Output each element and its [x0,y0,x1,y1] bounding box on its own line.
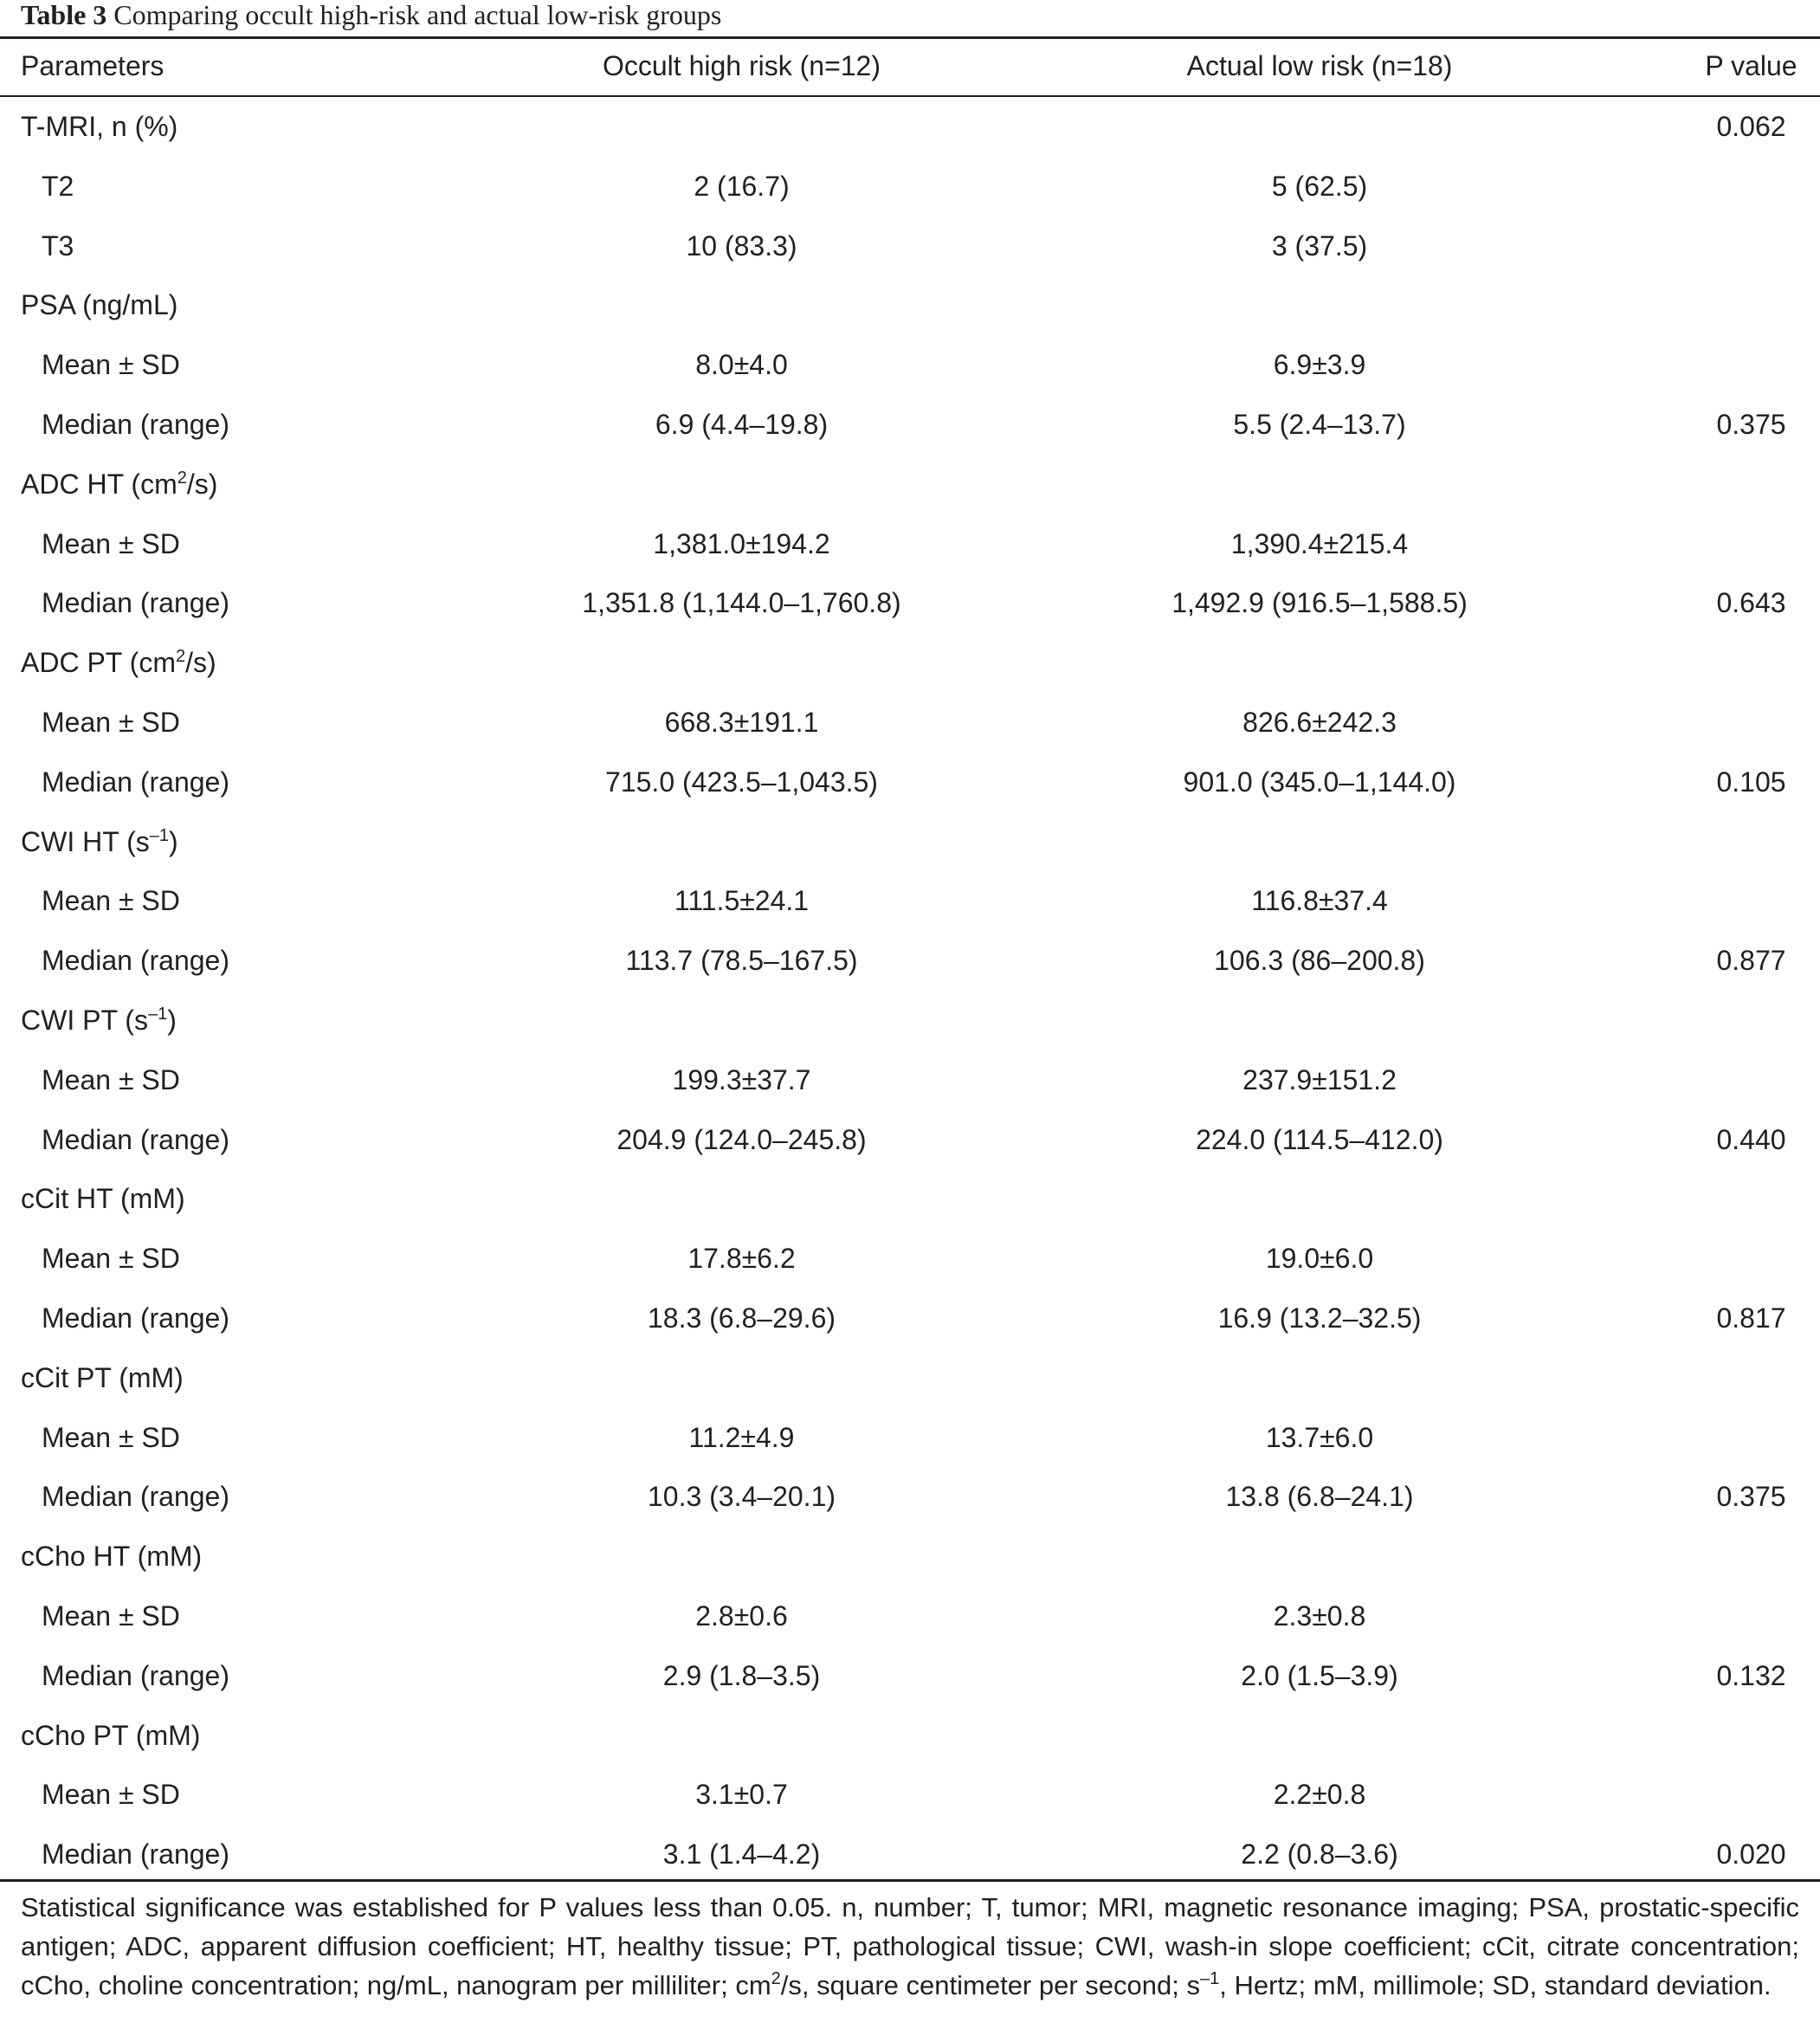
occult-high-risk-value: 2.9 (1.8–3.5) [662,1659,821,1691]
parameter-sub-label [0,1229,506,1289]
actual-low-risk-value: 1,390.4±215.4 [1230,527,1409,559]
actual-low-risk-value: 224.0 (114.5–412.0) [1196,1123,1443,1155]
occult-high-risk-value: 204.9 (124.0–245.8) [616,1123,867,1155]
p-value [1662,812,1820,872]
p-value [1662,1229,1820,1289]
p-value [1662,633,1820,693]
parameter-label-text: Median (range) [42,766,229,798]
parameter-group-label [0,1348,506,1408]
parameter-sub-label [0,931,506,991]
parameter-label-text: Mean ± SD [42,527,180,559]
parameter-sub-label [0,693,506,753]
parameter-label-text: Mean ± SD [42,1243,180,1275]
p-value: 0.375 [1716,409,1786,441]
parameter-label-text: cCho HT (mM) [21,1541,203,1573]
parameter-sub-label [0,1825,506,1884]
parameter-group-label [0,991,506,1050]
occult-high-risk-value [506,812,978,872]
parameter-sub-label [0,514,506,574]
actual-low-risk-value: 2.3±0.8 [1273,1600,1366,1632]
table-row [0,1706,1820,1766]
p-value: 0.105 [1716,766,1786,798]
table-row [0,1170,1820,1230]
occult-high-risk-value: 10.3 (3.4–20.1) [647,1481,836,1513]
parameter-label-text: Mean ± SD [42,349,180,381]
table-row [0,991,1820,1050]
parameter-group-label [0,96,506,157]
actual-low-risk-value [978,455,1662,514]
table-row [0,872,1820,932]
p-value: 0.817 [1716,1302,1786,1334]
p-value: 0.440 [1716,1123,1786,1155]
parameter-label-text: Median (range) [42,1659,229,1691]
occult-high-risk-value: 6.9 (4.4–19.8) [655,409,829,441]
actual-low-risk-value [978,1527,1662,1586]
parameter-group-label [0,455,506,514]
table-row [0,216,1820,276]
occult-high-risk-value: 3.1±0.7 [695,1779,788,1811]
table-row [0,574,1820,634]
parameter-label-text: ADC HT (cm [21,468,177,500]
actual-low-risk-value: 2.2 (0.8–3.6) [1241,1838,1398,1871]
actual-low-risk-value [978,96,1662,157]
p-value: 0.062 [1716,110,1786,142]
table-row [0,1468,1820,1528]
table-row [0,1229,1820,1289]
table-row [0,693,1820,753]
p-value: 0.375 [1716,1481,1786,1513]
parameter-label-text: cCit HT (mM) [21,1183,185,1215]
parameter-label-text: Mean ± SD [42,885,180,917]
actual-low-risk-value: 16.9 (13.2–32.5) [1217,1302,1422,1334]
parameter-sub-label [0,1586,506,1646]
actual-low-risk-value [978,991,1662,1050]
parameter-sub-label [0,1766,506,1826]
actual-low-risk-value [978,276,1662,336]
p-value: 0.643 [1716,587,1786,619]
parameter-label-text: Mean ± SD [42,707,180,739]
table-row [0,1110,1820,1170]
parameter-label-text: Median (range) [42,1481,229,1513]
parameter-label-suffix: /s) [186,468,218,500]
header-p-value: P value [1705,50,1797,81]
p-value [1662,1706,1820,1766]
occult-high-risk-value [506,276,978,336]
parameter-label-text: ADC PT (cm [21,647,176,679]
parameter-label-text: PSA (ng/mL) [21,289,178,321]
table-row [0,1289,1820,1348]
table-row [0,1050,1820,1110]
actual-low-risk-value: 826.6±242.3 [1242,707,1397,739]
parameter-sub-label [0,1110,506,1170]
footnote-sup-1: 2 [771,1969,781,1988]
parameter-group-label [0,276,506,336]
parameter-sub-label [0,395,506,455]
table-row [0,1586,1820,1646]
actual-low-risk-value: 2.2±0.8 [1273,1779,1366,1811]
p-value [1662,872,1820,932]
occult-high-risk-value: 1,381.0±194.2 [653,527,830,559]
parameter-label-text: CWI HT (s [21,825,150,857]
header-actual-low-risk: Actual low risk (n=18) [1186,50,1453,81]
actual-low-risk-value: 2.0 (1.5–3.9) [1241,1659,1398,1691]
actual-low-risk-value [978,1348,1662,1408]
parameter-label-text: Mean ± SD [42,1421,180,1453]
table-row [0,1527,1820,1586]
table-row [0,633,1820,693]
parameter-label-text: Median (range) [42,1302,229,1334]
footnote-text-3: , Hertz; mM, millimole; SD, standard deviation. [1219,1970,1772,2000]
table-body [0,96,1820,1884]
p-value [1662,1348,1820,1408]
occult-high-risk-value: 2.8±0.6 [695,1600,788,1632]
parameter-sub-label [0,335,506,395]
p-value [1662,693,1820,753]
occult-high-risk-value: 17.8±6.2 [687,1243,796,1275]
header-row [0,36,1820,96]
parameter-label-text: Mean ± SD [42,1600,180,1632]
occult-high-risk-value: 2 (16.7) [694,170,790,202]
actual-low-risk-value: 1,492.9 (916.5–1,588.5) [1171,587,1468,619]
p-value [1662,335,1820,395]
actual-low-risk-value: 5 (62.5) [1271,170,1368,202]
actual-low-risk-value: 13.7±6.0 [1265,1421,1374,1453]
table-row [0,1408,1820,1468]
occult-high-risk-value: 3.1 (1.4–4.2) [662,1838,821,1871]
occult-high-risk-value: 1,351.8 (1,144.0–1,760.8) [582,587,901,619]
parameter-sub-label [0,753,506,812]
parameter-label-text: Mean ± SD [42,1779,180,1811]
occult-high-risk-value: 715.0 (423.5–1,043.5) [605,766,878,798]
parameter-label-text: cCho PT (mM) [21,1719,201,1751]
table-row [0,1646,1820,1706]
parameter-label-suffix: ) [167,1005,177,1037]
p-value [1662,1527,1820,1586]
footnote-text-1: Statistical significance was established for P values less than 0.05. n, number; T, tumor; MRI, magnetic resonance imaging; PSA, prostatic-specific antigen; ADC, apparent diffusion coefficient; HT, healthy tissue; PT, pathological tissue; CWI, wash-in slope coefficient; cCit, citrate concentration; cCho, choline concentration; ng/mL, nanogram per milliliter; cm [21,1892,1799,2000]
parameter-label-text: T3 [42,229,74,262]
table-row [0,335,1820,395]
parameter-sub-label [0,574,506,634]
table-row [0,514,1820,574]
occult-high-risk-value [506,455,978,514]
occult-high-risk-value: 18.3 (6.8–29.6) [647,1302,836,1334]
footnote-text-2: /s, square centimeter per second; s [780,1970,1200,2000]
actual-low-risk-value: 901.0 (345.0–1,144.0) [1183,766,1456,798]
actual-low-risk-value: 19.0±6.0 [1265,1243,1374,1275]
parameter-group-label [0,1527,506,1586]
table-label: Table 3 [21,0,107,30]
footnote-sup-2: –1 [1199,1969,1220,1988]
occult-high-risk-value [506,1348,978,1408]
parameter-group-label [0,1706,506,1766]
parameter-label-text: Median (range) [42,409,229,441]
parameter-sub-label [0,1289,506,1348]
table-title: Comparing occult high-risk and actual low-risk groups [113,0,722,30]
parameter-label-superscript: –1 [147,1005,168,1024]
actual-low-risk-value [978,633,1662,693]
parameter-label-text: T-MRI, n (%) [21,110,178,142]
occult-high-risk-value [506,633,978,693]
p-value [1662,1586,1820,1646]
parameter-group-label [0,1170,506,1230]
p-value [1662,1170,1820,1230]
parameter-label-superscript: –1 [149,825,169,845]
table-row [0,931,1820,991]
p-value [1662,157,1820,216]
table-row [0,96,1820,157]
p-value [1662,455,1820,514]
table-row [0,395,1820,455]
data-table [0,36,1820,1884]
table-row [0,455,1820,514]
header-parameters: Parameters [21,50,165,81]
occult-high-risk-value: 668.3±191.1 [664,707,819,739]
occult-high-risk-value [506,1706,978,1766]
table-row [0,753,1820,812]
occult-high-risk-value [506,96,978,157]
parameter-label-text: cCit PT (mM) [21,1361,184,1393]
occult-high-risk-value: 10 (83.3) [686,229,797,262]
actual-low-risk-value: 237.9±151.2 [1242,1063,1397,1095]
table-row [0,812,1820,872]
actual-low-risk-value: 6.9±3.9 [1273,349,1366,381]
parameter-sub-label [0,872,506,932]
header-occult-high-risk: Occult high risk (n=12) [602,50,881,81]
actual-low-risk-value [978,1170,1662,1230]
parameter-sub-label [0,1468,506,1528]
parameter-label-text: CWI PT (s [21,1005,148,1037]
p-value: 0.020 [1716,1838,1786,1871]
parameter-group-label [0,812,506,872]
occult-high-risk-value: 8.0±4.0 [695,349,788,381]
p-value: 0.877 [1716,945,1786,977]
occult-high-risk-value: 111.5±24.1 [674,885,810,917]
actual-low-risk-value: 106.3 (86–200.8) [1214,945,1425,977]
table-row [0,157,1820,216]
occult-high-risk-value: 199.3±37.7 [672,1063,811,1095]
occult-high-risk-value: 11.2±4.9 [688,1421,795,1453]
occult-high-risk-value [506,1170,978,1230]
parameter-sub-label [0,216,506,276]
occult-high-risk-value [506,991,978,1050]
parameter-label-text: Median (range) [42,1838,229,1871]
parameter-label-text: Median (range) [42,945,229,977]
table-row [0,1348,1820,1408]
p-value [1662,1766,1820,1826]
p-value [1662,216,1820,276]
actual-low-risk-value: 3 (37.5) [1271,229,1368,262]
parameter-label-superscript: 2 [175,647,186,667]
parameter-sub-label [0,1408,506,1468]
parameter-label-text: Median (range) [42,1123,229,1155]
parameter-label-superscript: 2 [177,468,187,488]
parameter-label-text: Mean ± SD [42,1063,180,1095]
parameter-group-label [0,633,506,693]
table-caption [21,0,721,29]
parameter-label-suffix: ) [168,825,178,857]
p-value: 0.132 [1716,1659,1786,1691]
p-value [1662,991,1820,1050]
table-footnote [21,1888,1799,2005]
occult-high-risk-value: 113.7 (78.5–167.5) [625,945,858,977]
table-row [0,1825,1820,1884]
parameter-label-suffix: /s) [185,647,216,679]
p-value [1662,1050,1820,1110]
parameter-label-text: Median (range) [42,587,229,619]
parameter-sub-label [0,1646,506,1706]
actual-low-risk-value: 5.5 (2.4–13.7) [1233,409,1406,441]
actual-low-risk-value [978,1706,1662,1766]
p-value [1662,276,1820,336]
actual-low-risk-value [978,812,1662,872]
table-row [0,1766,1820,1826]
parameter-sub-label [0,1050,506,1110]
parameter-label-text: T2 [42,170,74,202]
actual-low-risk-value: 13.8 (6.8–24.1) [1225,1481,1414,1513]
actual-low-risk-value: 116.8±37.4 [1251,885,1388,917]
p-value [1662,514,1820,574]
p-value [1662,1408,1820,1468]
table-row [0,276,1820,336]
occult-high-risk-value [506,1527,978,1586]
parameter-sub-label [0,157,506,216]
